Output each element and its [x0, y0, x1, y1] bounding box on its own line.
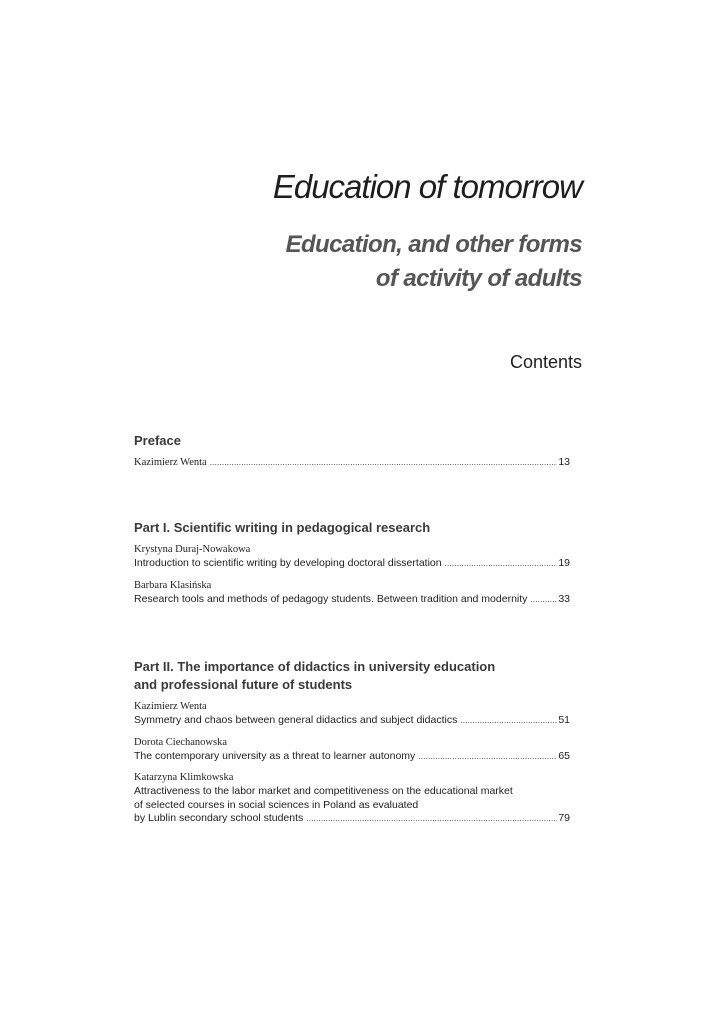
toc-entry-line	[134, 812, 570, 826]
toc-entry[interactable]	[134, 700, 570, 728]
book-subtitle	[286, 228, 582, 296]
entry-title: Research tools and methods of pedagogy students. Between tradition and modernity	[134, 592, 528, 605]
toc-entry-line	[134, 557, 570, 571]
toc-section-preface	[134, 432, 570, 470]
contents-heading: Contents	[509, 352, 582, 372]
entry-page-number: 19	[558, 557, 570, 569]
entry-title-line-1: Attractiveness to the labor market and competitiveness on the educational market	[134, 785, 513, 797]
subtitle-line-2: of activity of adults	[375, 265, 582, 292]
entry-page-number: 33	[558, 592, 570, 605]
dot-leader	[210, 456, 558, 470]
entry-page-number: 79	[558, 812, 570, 824]
toc-entry-line	[134, 750, 570, 764]
dot-leader	[530, 593, 557, 607]
dot-leader	[445, 557, 558, 571]
entry-title: Introduction to scientific writing by developing doctoral dissertation	[134, 557, 442, 569]
entry-title: Symmetry and chaos between general didactics and subject didactics	[134, 714, 458, 726]
entry-title-line-2: of selected courses in social sciences in Poland as evaluated	[134, 798, 419, 811]
entry-author: Krystyna Duraj-Nowakowa	[134, 544, 251, 555]
section-heading-line-2: and professional future of students	[134, 677, 353, 692]
section-heading: Part I. Scientific writing in pedagogical research	[134, 520, 431, 535]
entry-title: The contemporary university as a threat to learner autonomy	[134, 749, 416, 762]
section-heading: Preface	[134, 433, 181, 448]
toc-entry[interactable]	[134, 771, 570, 826]
dot-leader	[418, 750, 557, 764]
toc-entry-line	[134, 593, 570, 607]
toc-entry-line	[134, 714, 570, 728]
entry-author: Dorota Ciechanowska	[134, 736, 228, 748]
book-title: Education of tomorrow	[272, 168, 582, 205]
entry-author: Kazimierz Wenta	[134, 457, 207, 468]
toc-entry[interactable]	[134, 456, 570, 470]
toc-entry-line	[134, 456, 570, 470]
entry-author: Katarzyna Klimkowska	[134, 772, 234, 783]
toc-section-part-1	[134, 519, 570, 606]
entry-author: Barbara Klasińska	[134, 579, 212, 591]
entry-page-number: 51	[558, 714, 570, 726]
toc-entry[interactable]	[134, 579, 570, 607]
entry-author: Kazimierz Wenta	[134, 701, 207, 712]
section-heading-line-1: Part II. The importance of didactics in university education	[134, 659, 496, 674]
entry-page-number: 13	[558, 456, 570, 468]
toc-section-part-2	[134, 658, 570, 826]
toc-entry[interactable]	[134, 543, 570, 571]
dot-leader	[460, 714, 557, 728]
subtitle-line-1: Education, and other forms	[285, 231, 582, 258]
entry-title-line-3: by Lublin secondary school students	[134, 812, 304, 824]
entry-page-number: 65	[558, 749, 570, 762]
toc-entry[interactable]	[134, 736, 570, 764]
dot-leader	[306, 812, 557, 826]
